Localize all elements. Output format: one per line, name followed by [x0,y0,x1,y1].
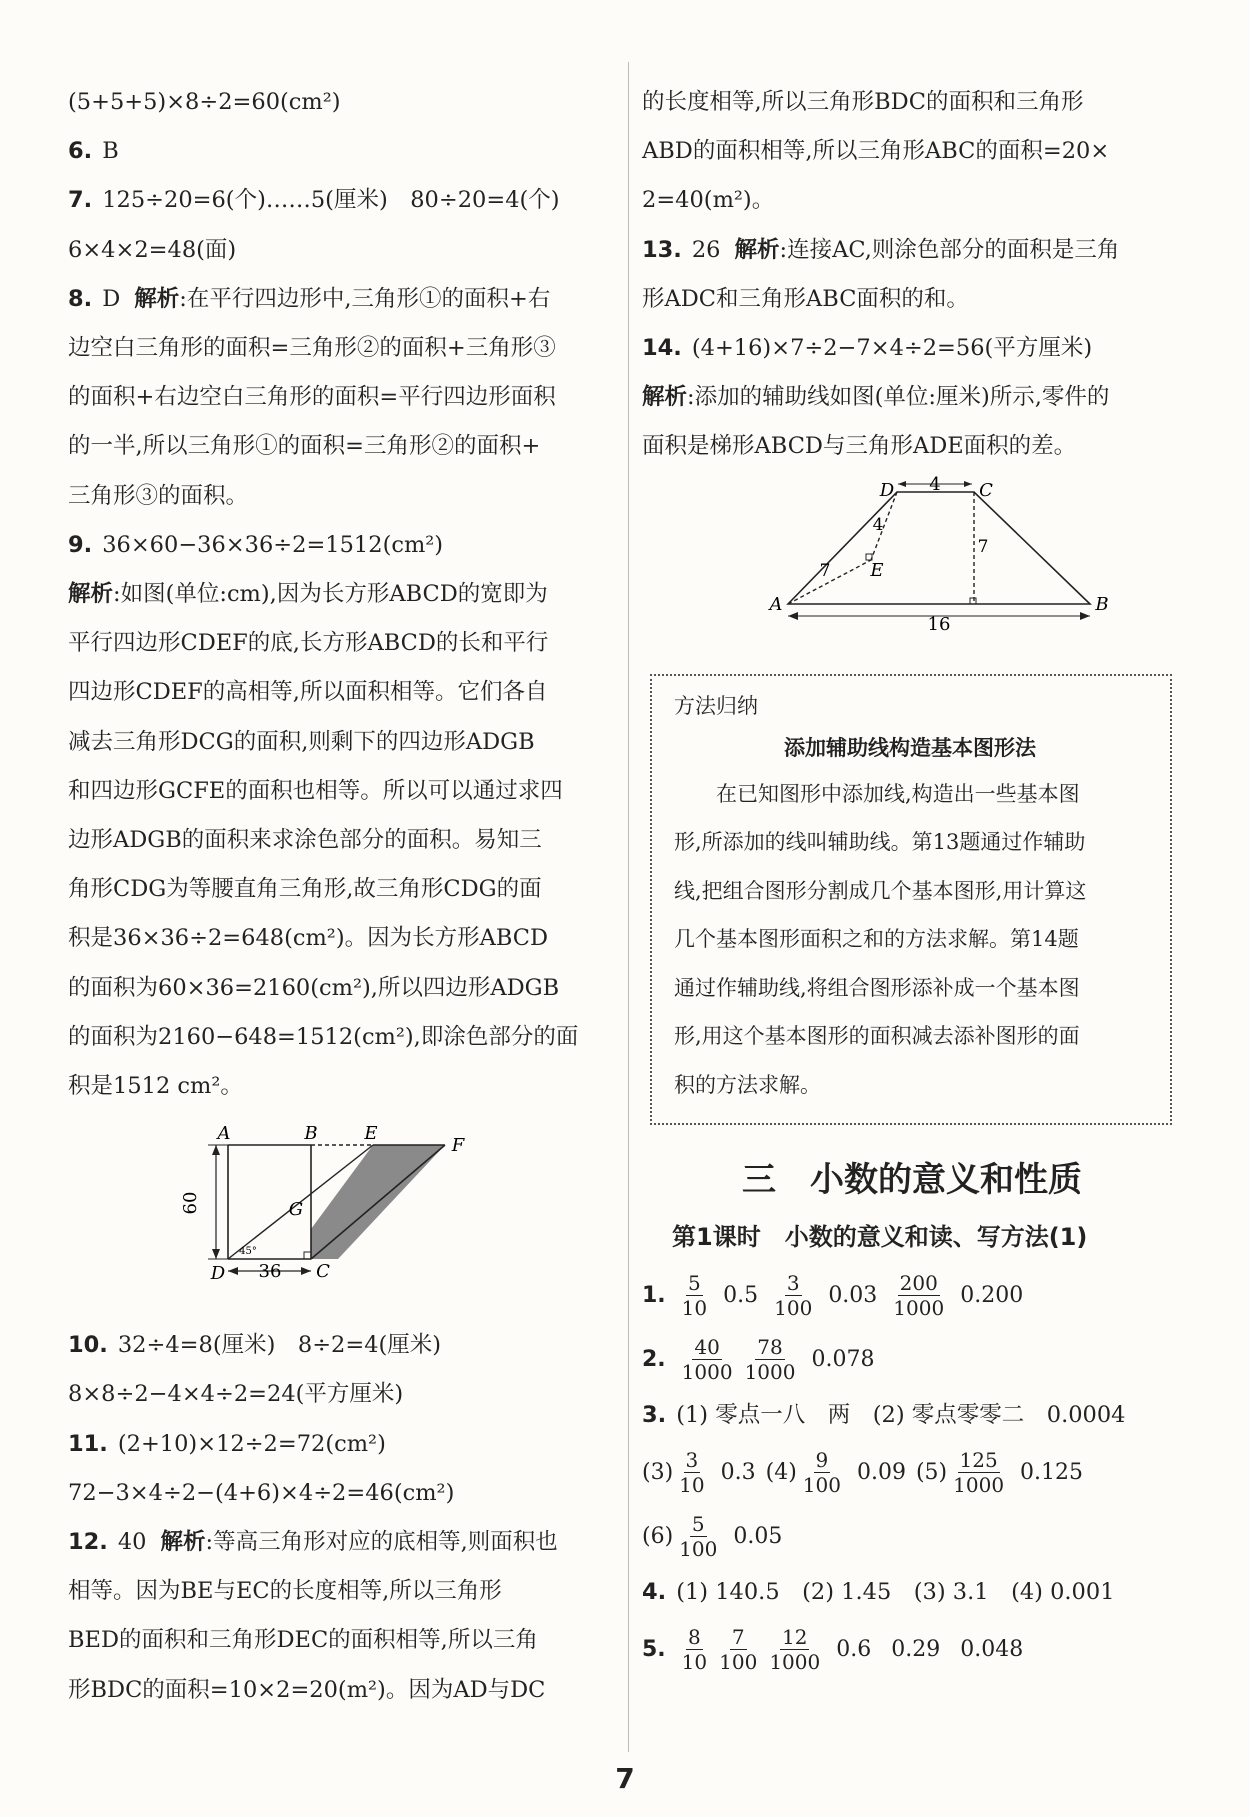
method-line: 线,把组合图形分割成几个基本图形,用计算这 [674,878,1087,903]
column-divider [628,62,629,1752]
q9-line: 四边形CDEF的高相等,所以面积相等。它们各自 [68,679,548,706]
q9-line: 和四边形GCFE的面积也相等。所以可以通过求四 [68,777,563,804]
label-D: D [879,479,895,501]
fraction: $\frac{5}{100}$ [679,1511,718,1561]
a1: 1. $\frac{5}{10}$ 0.5 $\frac{3}{100}$ 0.03 $\frac{200}{1000}$ 0.200 [642,1270,1024,1320]
label-E: E [364,1123,378,1145]
label-E: E [870,559,884,581]
q9-line: 边形ADGB的面积来求涂色部分的面积。易知三 [68,827,542,854]
fraction: $\frac{9}{100}$ [802,1447,841,1497]
q8-line: 的一半,所以三角形①的面积=三角形②的面积+ [68,433,541,460]
a5: 5. $\frac{8}{10}$ $\frac{7}{100}$ $\frac{12}{1000}$ 0.6 0.29 0.048 [642,1625,1024,1675]
q12-line: BED的面积和三角形DEC的面积相等,所以三角 [68,1627,538,1654]
fraction: $\frac{125}{1000}$ [953,1447,1005,1497]
label-C: C [979,479,993,501]
q14-explanation: 解析:添加的辅助线如图(单位:厘米)所示,零件的 [642,384,1110,411]
label-A: A [769,593,783,615]
label-45: 45° [239,1246,257,1258]
a3-line3: (6) $\frac{5}{100}$ 0.05 [642,1511,783,1561]
fraction: $\frac{3}{100}$ [774,1270,813,1320]
label-F: F [451,1135,465,1157]
answer-line: (5+5+5)×8÷2=60(cm²) [68,89,341,115]
q10-line2: 8×8÷2−4×4÷2=24(平方厘米) [68,1381,404,1408]
q13: 13. 26 解析:连接AC,则涂色部分的面积是三角 [642,236,1120,263]
label-A: A [217,1123,231,1145]
a3-line2: (3) $\frac{3}{10}$ 0.3 (4) $\frac{9}{100}$ 0.09 (5) $\frac{125}{1000}$ 0.125 [642,1447,1084,1497]
fraction: $\frac{200}{1000}$ [893,1270,945,1320]
label-height-7: 7 [977,536,989,557]
label-side-4: 4 [872,514,884,535]
q9-line: 的面积为2160−648=1512(cm²),即涂色部分的面 [68,1023,579,1050]
q9: 9. 36×60−36×36÷2=1512(cm²) [68,531,444,558]
fraction: $\frac{12}{1000}$ [769,1625,821,1675]
method-summary-box [650,674,1172,1126]
method-line: 几个基本图形面积之和的方法求解。第14题 [674,927,1079,952]
q9-line: 积是1512 cm²。 [68,1073,243,1100]
method-line: 在已知图形中添加线,构造出一些基本图 [716,781,1080,806]
a4: 4. (1) 140.5 (2) 1.45 (3) 3.1 (4) 0.001 [642,1579,1115,1606]
section-title: 三 小数的意义和性质 [742,1160,1082,1201]
lesson-title: 第1课时 小数的意义和读、写方法(1) [672,1223,1088,1252]
a3: 3. (1) 零点一八 两 (2) 零点零零二 0.0004 [642,1402,1126,1429]
q11-line2: 72−3×4÷2−(4+6)×4÷2=46(cm²) [68,1479,455,1506]
q9-figure [68,1111,608,1321]
q14: 14. (4+16)×7÷2−7×4÷2=56(平方厘米) [642,335,1093,362]
fraction: $\frac{3}{10}$ [679,1447,705,1497]
label-60: 60 [180,1191,201,1215]
page-number: 7 [615,1762,635,1795]
q9-explanation: 解析:如图(单位:cm),因为长方形ABCD的宽即为 [68,581,548,608]
fraction: $\frac{78}{1000}$ [744,1334,796,1384]
q12-line: 形BDC的面积=10×2=20(m²)。因为AD与DC [68,1676,546,1703]
q12: 12. 40 解析:等高三角形对应的底相等,则面积也 [68,1529,558,1556]
label-top-4: 4 [929,473,941,495]
label-36: 36 [258,1261,282,1283]
q12-cont: 的长度相等,所以三角形BDC的面积和三角形 [642,89,1084,115]
q9-line: 角形CDG为等腰直角三角形,故三角形CDG的面 [68,876,542,903]
fraction: $\frac{8}{10}$ [681,1625,708,1675]
fraction: $\frac{7}{100}$ [719,1625,758,1675]
q12-cont: ABD的面积相等,所以三角形ABC的面积=20× [642,138,1110,165]
label-C: C [316,1261,330,1283]
q6: 6. B [68,138,119,165]
label-B: B [1095,593,1109,615]
trapezoid [788,492,1090,604]
q10: 10. 32÷4=8(厘米) 8÷2=4(厘米) [68,1332,442,1359]
left-column [68,78,608,1715]
q9-line: 减去三角形DCG的面积,则剩下的四边形ADGB [68,728,535,755]
label-side-7: 7 [819,560,831,581]
method-subtitle: 添加辅助线构造基本图形法 [784,735,1036,760]
q8: 8. D 解析:在平行四边形中,三角形①的面积+右 [68,285,551,312]
fraction: $\frac{40}{1000}$ [681,1334,733,1384]
method-line: 通过作辅助线,将组合图形添补成一个基本图 [674,975,1080,1000]
q7-line2: 6×4×2=48(面) [68,236,237,263]
label-bottom-16: 16 [927,613,951,635]
q12-line: 相等。因为BE与EC的长度相等,所以三角形 [68,1578,502,1605]
q8-line: 的面积+右边空白三角形的面积=平行四边形面积 [68,384,556,411]
method-line: 形,所添加的线叫辅助线。第13题通过作辅助 [674,830,1086,855]
label-D: D [210,1263,226,1285]
label-G: G [288,1199,304,1221]
right-column [642,78,1182,1682]
q8-line: 边空白三角形的面积=三角形②的面积+三角形③ [68,335,556,362]
label-B: B [304,1123,318,1145]
method-line: 积的方法求解。 [674,1072,821,1097]
q9-line: 积是36×36÷2=648(cm²)。因为长方形ABCD [68,925,549,952]
q7: 7. 125÷20=6(个)……5(厘米) 80÷20=4(个) [68,187,560,214]
q13-line2: 形ADC和三角形ABC面积的和。 [642,285,969,312]
a2: 2. $\frac{40}{1000}$ $\frac{78}{1000}$ 0.078 [642,1334,875,1384]
q11: 11. (2+10)×12÷2=72(cm²) [68,1430,386,1457]
q14-line3: 面积是梯形ABCD与三角形ADE面积的差。 [642,433,1077,460]
q14-figure [642,472,1182,644]
fraction: $\frac{5}{10}$ [681,1270,708,1320]
q8-line: 三角形③的面积。 [68,482,249,509]
method-title: 方法归纳 [674,693,758,718]
q9-line: 平行四边形CDEF的底,长方形ABCD的长和平行 [68,630,549,657]
q12-cont: 2=40(m²)。 [642,187,775,214]
q9-line: 的面积为60×36=2160(cm²),所以四边形ADGB [68,974,560,1001]
method-line: 形,用这个基本图形的面积减去添补图形的面 [674,1024,1080,1049]
